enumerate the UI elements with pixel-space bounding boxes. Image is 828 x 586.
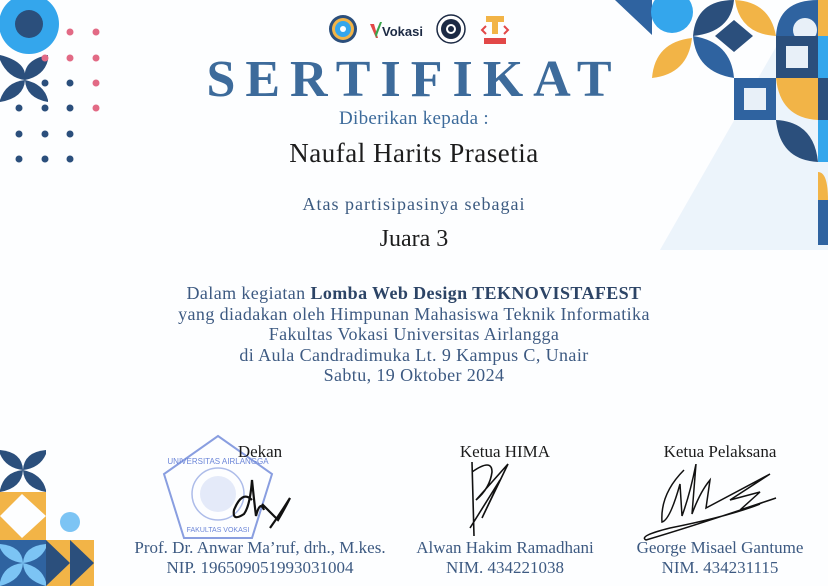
participation-label: Atas partisipasinya sebagai xyxy=(302,194,526,214)
svg-text:UNIVERSITAS AIRLANGGA: UNIVERSITAS AIRLANGGA xyxy=(167,457,269,466)
description-line-4: di Aula Candradimuka Lt. 9 Kampus C, Unair xyxy=(239,344,589,365)
signatory-name: Prof. Dr. Anwar Ma’ruf, drh., M.kes. xyxy=(134,538,386,557)
recipient-name: Naufal Harits Prasetia xyxy=(289,138,539,168)
signatory-role: Ketua HIMA xyxy=(459,442,551,461)
decor-bottom-left xyxy=(0,440,100,586)
event-name: Lomba Web Design TEKNOVISTAFEST xyxy=(310,283,642,303)
teknovistafest-logo-icon xyxy=(480,14,510,46)
logo-hima xyxy=(436,14,466,48)
hima-logo-icon xyxy=(436,14,466,44)
signatory-ketua-hima xyxy=(395,442,615,578)
logo-teknovistafest xyxy=(480,14,510,50)
vokasi-logo-icon xyxy=(368,18,424,42)
svg-text:Vokasi: Vokasi xyxy=(382,24,423,39)
signatory-name: George Misael Gantume xyxy=(636,538,804,557)
signatory-ketua-pelaksana xyxy=(610,442,828,578)
signatory-role: Ketua Pelaksana xyxy=(663,442,777,461)
decor-top-right xyxy=(600,0,828,260)
event-description xyxy=(0,283,828,386)
description-line-1: Dalam kegiatan Lomba Web Design TEKNOVISTAFEST xyxy=(186,283,642,303)
signatory-id: NIP. 196509051993031004 xyxy=(166,558,354,577)
svg-text:FAKULTAS VOKASI: FAKULTAS VOKASI xyxy=(186,527,250,534)
signatory-name: Alwan Hakim Ramadhani xyxy=(416,538,594,557)
description-line-3: Fakultas Vokasi Universitas Airlangga xyxy=(268,324,560,344)
achievement: Juara 3 xyxy=(379,226,449,252)
signatory-role: Dekan xyxy=(237,442,283,461)
signatory-id: NIM. 434231115 xyxy=(661,558,779,577)
signatory-dekan xyxy=(110,442,410,578)
description-line-5: Sabtu, 19 Oktober 2024 xyxy=(323,365,505,385)
given-to-label: Diberikan kepada : xyxy=(339,108,489,129)
unair-logo-icon xyxy=(328,14,358,44)
description-line-2: yang diadakan oleh Himpunan Mahasiswa Teknik Informatika xyxy=(178,303,650,324)
logo-vokasi xyxy=(368,18,424,46)
logo-unair xyxy=(328,14,358,48)
signatory-id: NIM. 434221038 xyxy=(445,558,565,577)
certificate-title: SERTIFIKAT xyxy=(206,51,622,108)
